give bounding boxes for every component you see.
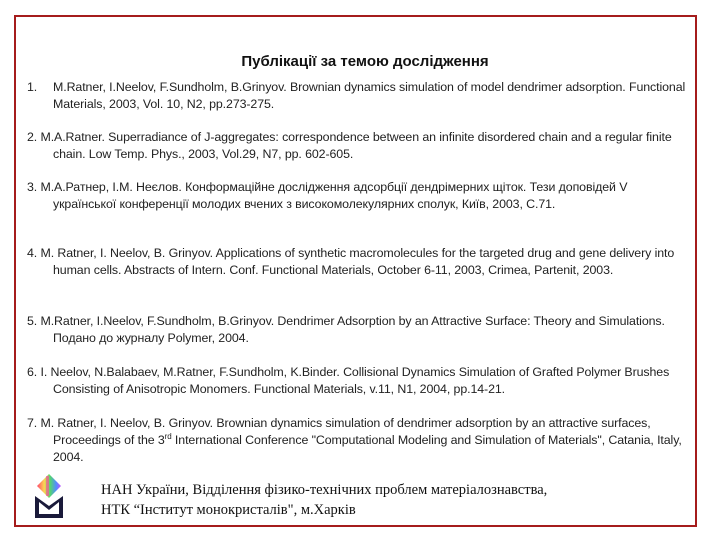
publication-item <box>27 129 692 163</box>
footer-line: НТК “Інститут монокристалів", м.Харків <box>101 502 356 518</box>
item-text: M. Ratner, I. Neelov, B. Grinyov. Applications of synthetic macromolecules for the targeted drug and gene delivery into human cells. Abstracts of Intern. Conf. Functional Materials, October 6-11, 2003, Crimea, Partenit, 2003. <box>40 246 675 277</box>
item-text: M.A.Ratner. Superradiance of J-aggregates: correspondence between an infinite disordered chain and a regular finite chain. Low Temp. Phys., 2003, Vol.29, N7, pp. 602-605. <box>40 130 672 161</box>
item-number: 2. <box>27 130 38 144</box>
publication-item <box>27 179 692 213</box>
publication-item <box>27 415 692 465</box>
footer-line: НАН України, Відділення фізико-технічних проблем матеріалознавства, <box>101 482 548 498</box>
item-number: 4. <box>27 246 38 260</box>
institute-logo <box>33 472 65 520</box>
item-number: 7. <box>27 416 38 430</box>
item-text: M.Ratner, I.Neelov, F.Sundholm, B.Grinyov. Dendrimer Adsorption by an Attractive Surface: Theory and Simulations. Подано до журналу Polymer, 2004. <box>40 314 665 345</box>
item-text: M.Ratner, I.Neelov, F.Sundholm, B.Grinyov. Brownian dynamics simulation of model dendrimer adsorption. Functional Materials, 2003, Vol. 10, N2, pp.273-275. <box>53 80 686 111</box>
publication-item <box>27 79 692 113</box>
item-number: 1. <box>27 80 38 94</box>
item-text: I. Neelov, N.Balabaev, M.Ratner, F.Sundholm, K.Binder. Collisional Dynamics Simulation of Grafted Polymer Brushes Consisting of Anisotropic Monomers. Functional Materials, v.11, N1, 2004, pp.14-21. <box>40 365 670 396</box>
publication-item <box>27 313 692 347</box>
item-text: M. Ratner, I. Neelov, B. Grinyov. Brownian dynamics simulation of dendrimer adsorption by an attractive surfaces, Proceedings of the 3 <box>40 416 651 447</box>
item-text: International Conference "Computational Modeling and Simulation of Materials", Catania, Italy, 2004. <box>53 432 682 464</box>
item-number: 5. <box>27 314 38 328</box>
item-text: М.А.Ратнер, І.М. Неєлов. Конформаційне дослідження адсорбції дендрімерних щіток. Тези доповідей V української конференції молодих вчених з високомолекулярних сполук, Київ, 2003, С.71. <box>40 180 628 211</box>
page-title: Публікації за темою дослідження <box>241 53 489 70</box>
publication-item <box>27 245 692 279</box>
item-number: 3. <box>27 180 38 194</box>
superscript: rd <box>164 431 172 441</box>
item-number: 6. <box>27 365 38 379</box>
publication-item <box>27 364 692 398</box>
footer-affiliation <box>101 480 547 520</box>
